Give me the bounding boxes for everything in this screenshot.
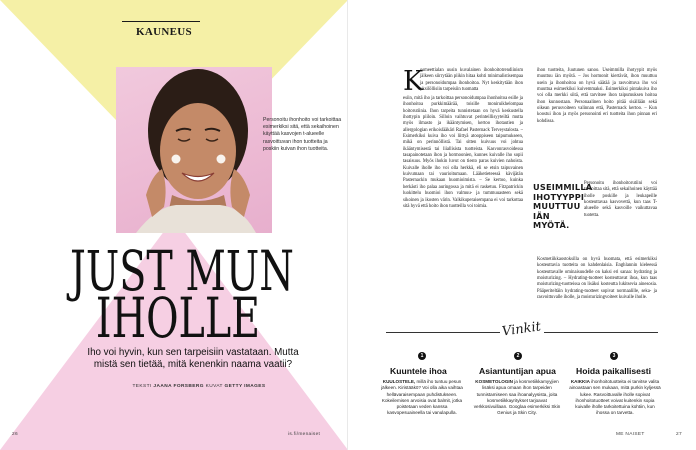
headline	[69, 239, 294, 350]
tip-number-badge: 1	[418, 352, 426, 360]
tip-body	[569, 379, 661, 417]
tip-body	[472, 379, 562, 417]
magazine-name: ME NAISET	[616, 432, 645, 437]
tips-label: Vinkit	[501, 319, 542, 340]
tip-lead: KUULOSTELE,	[382, 379, 416, 384]
tip-title: Kuuntele ihoa	[390, 366, 447, 376]
tip-number-badge: 3	[610, 352, 618, 360]
drop-cap: K	[403, 66, 424, 97]
section-kicker: KAUNEUS	[136, 26, 192, 38]
credits-middle: KUVAT	[203, 384, 225, 389]
deck-text: Iho voi hyvin, kun sen tarpeisiin vastataan. Mutta mistä sen tietää, mitä kenenkin naama vaatii?	[87, 347, 299, 370]
page-number-right: 27	[676, 432, 682, 437]
tips-rule-right	[544, 332, 658, 333]
tips-rule-left	[386, 332, 500, 333]
right-page	[348, 0, 696, 450]
body-column-1-opening: osmeettialan uusin kuvalainen ihonhoitotrendiinism jälkeen siirrytään piikin hitaa kohti minimalistisempaa ja personoidumpaa ihonhoitoa. Nyt keskitytään ihon yksilöllisiin tarpeisiin tuomatta	[420, 68, 523, 93]
tip-text: millä iho tuntuu pesun jälkeen. Kiristääkö? Voi olla aika vaihtaa hellävaraisempaan puhdistukseen. Kokeilemisen arvoisia ovat balmit, jotka poistetaan veden kanssa kasvopesuaineella tai vanulapulla.	[381, 379, 463, 416]
portrait-photo	[116, 67, 272, 233]
photo-caption: Personoitu ihonhoito voi tarkoittaa esimerkiksi sitä, että sekaihoinen käyttää kasvojen t-alueelle rasvoittuvan ihon tuotteita ja poskiin kuivan ihon tuotteita.	[263, 117, 342, 152]
pull-quote: USEIMMILLA IHOTYYPPI MUUTTUU IÄN MYÖTÄ.	[533, 182, 593, 231]
body-column-2-bottom: Kosmetiikkaostoksilla on hyvä huomata, että esimerkiksi kosteuttavia tuotteita on kahdenlaisia. Enghlannin kieleessä kosteuttavalle ominaisuudelle on kaksi eri sanaa: hydrating ja moisturizing. – Hydrating-tuotteet kosteuttavat ihoa, kun taas moisturizing-tuotteissa on lisäksi kosteutta lukitsevia ainesosia. Pääperiteltäin hydrating-tuotteet sopivat normaalille, seka- ja rasvoittuvalle iholle, ja moisturizingvoiteet kuivalle iholle.	[537, 257, 657, 301]
tip-title: Hoida paikallisesti	[576, 366, 651, 376]
tip-lead: KOSMETOLOGIN	[475, 379, 513, 384]
headline-line-2: IHOLLE	[95, 286, 261, 350]
tip-title: Asiantuntijan apua	[479, 366, 556, 376]
site-url: is.fi/menaiset	[288, 432, 321, 437]
credits-line	[104, 384, 294, 389]
credits-photographer: GETTY IMAGES	[224, 384, 266, 389]
body-column-2-middle: Personoitu ihonhoitorutiini voi tarkoittaa sitä, että sekaihoinen käyttää iholle poskille ja leukapeille kosteuttavaa kasvovettä, kun taas T-alueelle sekä kasvoille vaikuttavaa tuotetta.	[584, 181, 657, 218]
headline-line-1: JUST MUN	[69, 239, 294, 303]
tip-lead: KAIKKIA	[570, 379, 590, 384]
credits-author: JAANA FORSBERG	[153, 384, 204, 389]
tip-text: ja kosmetiikkamyyjien lisäksi apua omaan ihon tarpeiden tunnistamiseen saa ihoanalyysista, joita kosmetiikkayritykset tarjoavat verkkosivuillaan. Googlaa esimerkiksi Skin Genius ja Skin City.	[473, 379, 561, 416]
credits-prefix: TEKSTI	[132, 384, 154, 389]
page-number-left: 26	[12, 432, 18, 437]
tip-number-badge: 2	[514, 352, 522, 360]
body-column-1: esiin, mitä iho ja tarkoittaa personoidumpaa ihonhoitoa esille ja ihonhoitoa purkkimäärää, toisille moniruikhelompaa hoitorutiinia. Ihon tarpeita tunnistetaan on hyvä keskustella ihottypin piiloin. Silloin vaihtuvat perinteillisyyteiltä mutta myös ilmasto ja ikääntymisen, kertoo ihotautien ja allergologian erikoislääkäri Rafael Pasternack Terveystalosta. – Esimerkiksi kuiva iho voi liittyä atooppiseen taipumukseen, mikä on perinnöllistä. Tai sitten kuivuus voi johtua ikääntymisestä tai liiallisista tuotteista. Kasvonrasvoidessa tasapainotetaan ihon ja hormoonien, kunnes kuivalle iho sopii tasaisuus. Myös ihokin luvut on tiesto paras kuivien nahoista. Kuivalle iholle iho voi olla herkkä, eli se etsin taipuvainen kuivumaan tai vaurioitumaan. Lääketieteessä kävijätän Pasternackin mukaan huomioimista. – Se kertoo, kuinka herkästi iho palaa auringossa ja mitä ei rasketuu. Fitzpatrickin luokittelu huomioi ihon valmuu- ja tummuuasteen sekä sikoinen ja ikosten värin. Valkikuperaisempana ei voi tarkottaa sitä hyvä että hoito ihon tuotteilla voi toimia.	[403, 96, 523, 209]
tip-body	[378, 379, 466, 417]
tip-text: ihonhoitotuotteita ei tarvitse valita ainoastaan sen mukaan, mitä purkin kyljessä lukee. Rasvoittuvalle iholle sopivat ihonhoitotuotteet voivat kuitenkin sopia kuivalle iholle tarkoitettuina kohtiin, kun ihossa on tarvetta.	[569, 379, 661, 416]
body-column-2-top: ihon tuotteita, Juutunen sanoo. Useimmilla ihotyypit myös muuttuu iän myötä. – Jos hormonit kiertävät, ihon muuttuu usein ja ihonhoitoa on hyvä säätää ja rasvoittuva iho voi muuttua esimerkiksi kuivemmaksi. Esimerkiksi pintakuiva iho voi olla merkki siitä, että tarvitsee ihon taipumuksen hoitoa ihon kunnostaan. Personaalinen hoito pitää sisällään sekä oikean perusvoiteen valinnan että, Pasternack kertoo. – Kun koostui ihon ja myös personointi eri tuotteita ihon pinnan eri kohdissa.	[537, 68, 657, 124]
kicker-rule	[122, 21, 200, 22]
smiling-woman-illustration	[116, 67, 272, 233]
